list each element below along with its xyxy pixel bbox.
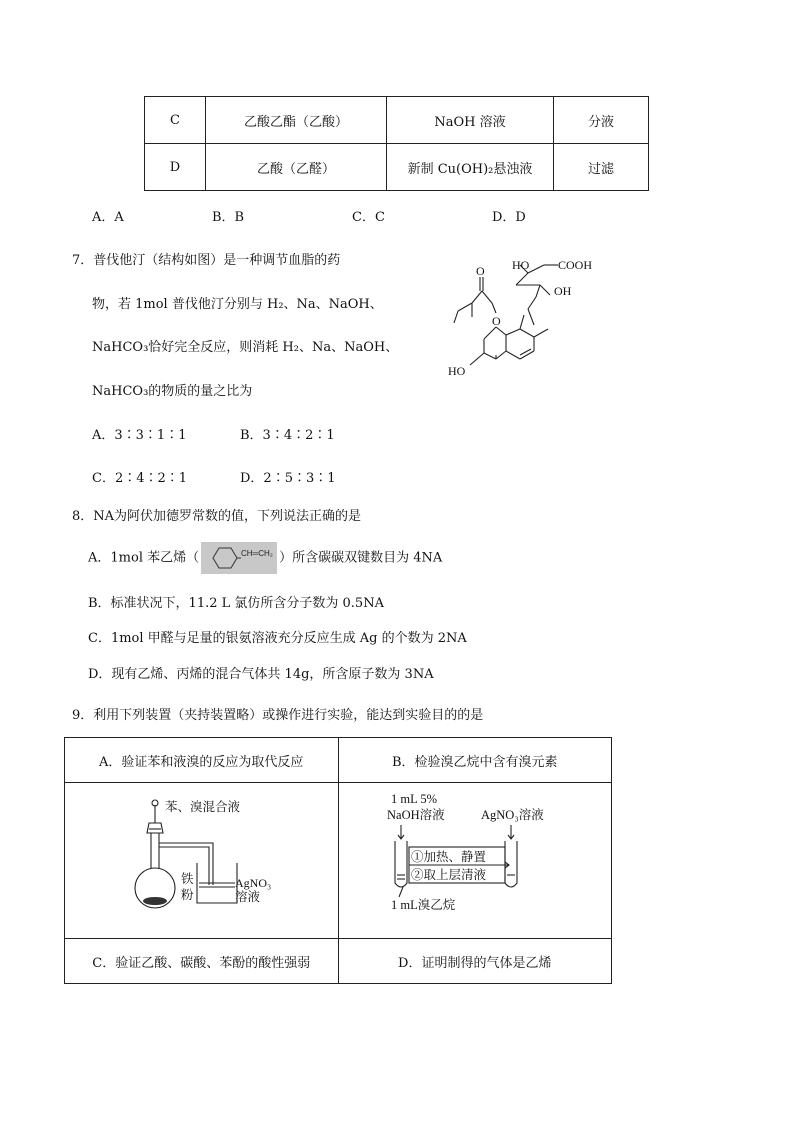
- naoh-volume-label: 1 mL 5%: [390, 792, 437, 806]
- o-carbonyl-label: O: [476, 264, 485, 278]
- q7-choice-d: D．2∶5∶3∶1: [240, 471, 336, 486]
- reagent-cell: NaOH 溶液: [387, 97, 554, 144]
- naoh-solution-label: NaOH溶液: [386, 808, 445, 822]
- method-cell: 过滤: [554, 144, 649, 191]
- apparatus-a-cell: [65, 783, 339, 939]
- iron-label-2: 粉: [181, 888, 194, 902]
- q8-option-b: B．标准状况下，11.2 L 氯仿所含分子数为 0.5NA: [88, 596, 384, 611]
- bromoethane-label: 1 mL溴乙烷: [390, 898, 455, 912]
- option-a-title: A．验证苯和液溴的反应为取代反应: [65, 738, 339, 783]
- reagent-cell: 新制 Cu(OH)₂悬浊液: [387, 144, 554, 191]
- q8-option-c: C．1mol 甲醛与足量的银氨溶液充分反应生成 Ag 的个数为 2NA: [88, 631, 467, 646]
- apparatus-b-cell: [338, 783, 612, 939]
- agno3-label-2: 溶液: [235, 890, 261, 904]
- q7-choice-c: C．2∶4∶2∶1: [92, 471, 188, 486]
- agno3-label-1: AgNO₃: [235, 876, 272, 890]
- q9-stem: 9．利用下列装置（夹持装置略）或操作进行实验，能达到实验目的的是: [72, 708, 484, 723]
- q6-choice-c: C．C: [352, 210, 385, 225]
- oh-label: OH: [554, 284, 572, 298]
- benzene-bromine-mix-label: 苯、溴混合液: [165, 800, 241, 814]
- q7-line1: 7．普伐他汀（结构如图）是一种调节血脂的药: [72, 253, 341, 268]
- q6-choice-a: A．A: [92, 210, 124, 225]
- table-row: [65, 939, 612, 984]
- q7-line3: NaHCO₃恰好完全反应，则消耗 H₂、Na、NaOH、: [92, 340, 399, 355]
- q7-choice-a: A．3∶3∶1∶1: [92, 428, 187, 443]
- q7-choice-b: B．3∶4∶2∶1: [240, 428, 335, 443]
- q6-choice-b: B．B: [212, 210, 245, 225]
- substance-cell: 乙酸乙酯（乙酸）: [206, 97, 387, 144]
- step2-label: ②取上层清液: [410, 868, 486, 882]
- q7-line2: 物，若 1mol 普伐他汀分别与 H₂、Na、NaOH、: [92, 297, 383, 312]
- apparatus-b-drawing: [339, 783, 612, 939]
- agno3-solution-label: AgNO₃溶液: [480, 808, 544, 822]
- cooh-label: COOH: [558, 258, 593, 272]
- styrene-image: [201, 542, 277, 574]
- q8-stem: 8．NA为阿伏加德罗常数的值，下列说法正确的是: [72, 509, 362, 524]
- substance-cell: 乙酸（乙醛）: [206, 144, 387, 191]
- q8-a-prefix: A．1mol 苯乙烯（: [88, 550, 200, 566]
- table-row: [65, 738, 612, 783]
- q8-option-a: [88, 542, 442, 574]
- experiment-table: [64, 737, 612, 984]
- option-d-title: D．证明制得的气体是乙烯: [338, 939, 612, 984]
- apparatus-a-drawing: [65, 783, 338, 939]
- method-cell: 分液: [554, 97, 649, 144]
- iron-label-1: 铁: [181, 872, 194, 886]
- options-table: [144, 96, 649, 191]
- table-row: [145, 144, 649, 191]
- option-b-title: B．检验溴乙烷中含有溴元素: [338, 738, 612, 783]
- step1-label: ①加热、静置: [410, 850, 486, 864]
- q8-option-d: D．现有乙烯、丙烯的混合气体共 14g，所含原子数为 3NA: [88, 667, 434, 682]
- option-cell: C: [145, 97, 206, 144]
- option-c-title: C．验证乙酸、碳酸、苯酚的酸性强弱: [65, 939, 339, 984]
- q7-line4: NaHCO₃的物质的量之比为: [92, 384, 253, 399]
- ho-top-label: HO: [512, 258, 530, 272]
- pravastatin-structure: [440, 245, 610, 385]
- q6-choice-d: D．D: [492, 210, 526, 225]
- styrene-label: CH═CH₂: [241, 549, 273, 558]
- q8-a-suffix: ）所含碳碳双键数目为 4NA: [279, 550, 443, 566]
- ho-left-label: HO: [448, 364, 466, 378]
- option-cell: D: [145, 144, 206, 191]
- table-row: [145, 97, 649, 144]
- o-ester-label: O: [492, 314, 501, 328]
- table-row: [65, 783, 612, 939]
